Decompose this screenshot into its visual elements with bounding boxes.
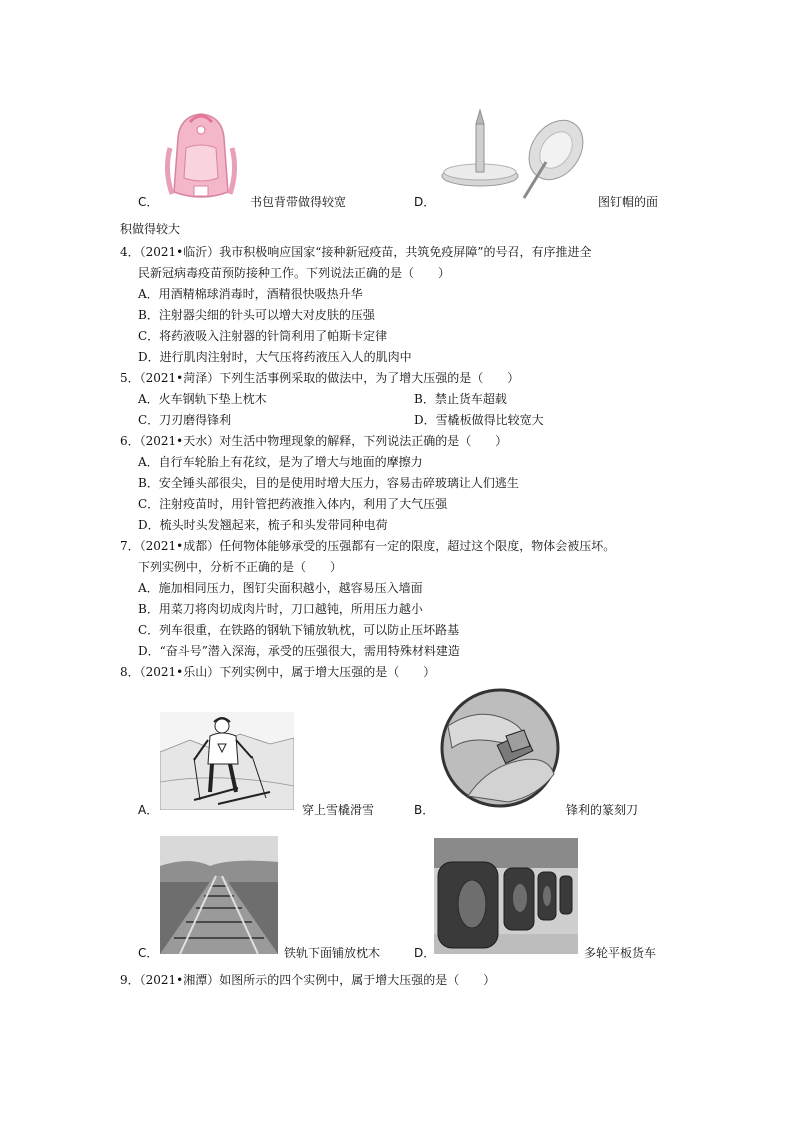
question-stem: 任何物体能够承受的压强都有一定的限度，超过这个限度，物体会被压坏。 bbox=[219, 539, 616, 553]
question-7-option-d: D．“奋斗号”潜入深海，承受的压强很大，需用特殊材料建造 bbox=[138, 644, 460, 658]
question-4-line2: 民新冠病毒疫苗预防接种工作。下列说法正确的是（ ） bbox=[138, 266, 451, 280]
question-number: 5． bbox=[120, 371, 140, 385]
question-7-option-c: C．列车很重，在铁路的钢轨下铺放轨枕，可以防止压坏路基 bbox=[138, 623, 460, 637]
option-d-label: D． bbox=[414, 195, 436, 209]
railway-image bbox=[160, 836, 278, 954]
question-9-line1 bbox=[120, 970, 495, 990]
question-source: （2021•乐山） bbox=[139, 665, 220, 679]
question-8-option-d-caption: 多轮平板货车 bbox=[584, 946, 657, 960]
question-8-option-a-caption: 穿上雪橇滑雪 bbox=[302, 803, 375, 817]
option-d-caption: 图钉帽的面 bbox=[598, 195, 659, 209]
question-source: （2021•菏泽） bbox=[139, 371, 220, 385]
question-source: （2021•天水） bbox=[139, 434, 220, 448]
question-6-line1 bbox=[120, 431, 507, 451]
question-8-option-b-label: B． bbox=[414, 803, 435, 817]
question-6-option-a: A．自行车轮胎上有花纹，是为了增大与地面的摩擦力 bbox=[138, 455, 423, 469]
question-6-option-b: B．安全锤头部很尖，目的是使用时增大压力，容易击碎玻璃让人们逃生 bbox=[138, 476, 519, 490]
question-source: （2021•临沂） bbox=[139, 245, 220, 259]
carving-knife-image bbox=[438, 686, 562, 810]
question-number: 9． bbox=[120, 973, 140, 987]
question-5-option-b: B．禁止货车超载 bbox=[414, 392, 507, 406]
question-stem: 我市积极响应国家“接种新冠疫苗，共筑免疫屏障”的号召，有序推进全 bbox=[219, 245, 592, 259]
question-8-option-a-label: A． bbox=[138, 803, 159, 817]
question-stem: 下列实例中，属于增大压强的是（ ） bbox=[219, 665, 436, 679]
question-number: 7． bbox=[120, 539, 140, 553]
question-number: 4． bbox=[120, 245, 140, 259]
question-5-option-c: C．刀刃磨得锋利 bbox=[138, 413, 232, 427]
option-c-caption: 书包背带做得较宽 bbox=[250, 195, 347, 209]
question-7-line2: 下列实例中，分析不正确的是（ ） bbox=[138, 560, 343, 574]
question-8-option-c-label: C． bbox=[138, 946, 159, 960]
question-8-option-b-caption: 锋利的篆刻刀 bbox=[566, 803, 639, 817]
question-4-option-b: B．注射器尖细的针头可以增大对皮肤的压强 bbox=[138, 308, 375, 322]
question-4-option-a: A．用酒精棉球消毒时，酒精很快吸热升华 bbox=[138, 287, 363, 301]
question-4-option-d: D．进行肌肉注射时，大气压将药液压入人的肌肉中 bbox=[138, 350, 412, 364]
question-8-line1 bbox=[120, 662, 435, 682]
question-4-option-c: C．将药液吸入注射器的针筒利用了帕斯卡定律 bbox=[138, 329, 388, 343]
backpack-image bbox=[160, 108, 242, 204]
question-8-option-c-caption: 铁轨下面铺放枕木 bbox=[284, 946, 381, 960]
question-5-option-d: D．雪橇板做得比较宽大 bbox=[414, 413, 544, 427]
question-7-line1 bbox=[120, 536, 615, 556]
question-5-line1 bbox=[120, 368, 519, 388]
question-number: 6． bbox=[120, 434, 140, 448]
question-6-option-c: C．注射疫苗时，用针管把药液推入体内，利用了大气压强 bbox=[138, 497, 448, 511]
question-7-option-a: A．施加相同压力，图钉尖面积越小，越容易压入墙面 bbox=[138, 581, 423, 595]
question-stem: 下列生活事例采取的做法中，为了增大压强的是（ ） bbox=[219, 371, 520, 385]
skier-image bbox=[160, 712, 294, 810]
question-stem: 如图所示的四个实例中，属于增大压强的是（ ） bbox=[219, 973, 496, 987]
option-c-label: C． bbox=[138, 195, 159, 209]
question-4-line1 bbox=[120, 242, 592, 262]
thumbtack-image bbox=[438, 106, 590, 204]
truck-wheels-image bbox=[434, 838, 578, 954]
option-d-caption-cont: 积做得较大 bbox=[120, 222, 181, 236]
question-7-option-b: B．用菜刀将肉切成肉片时，刀口越钝，所用压力越小 bbox=[138, 602, 423, 616]
question-8-option-d-label: D． bbox=[414, 946, 436, 960]
question-number: 8． bbox=[120, 665, 140, 679]
question-stem: 对生活中物理现象的解释，下列说法正确的是（ ） bbox=[219, 434, 508, 448]
question-6-option-d: D．梳头时头发翘起来，梳子和头发带同种电荷 bbox=[138, 518, 388, 532]
question-source: （2021•成都） bbox=[139, 539, 220, 553]
question-source: （2021•湘潭） bbox=[139, 973, 220, 987]
question-5-option-a: A．火车钢轨下垫上枕木 bbox=[138, 392, 267, 406]
